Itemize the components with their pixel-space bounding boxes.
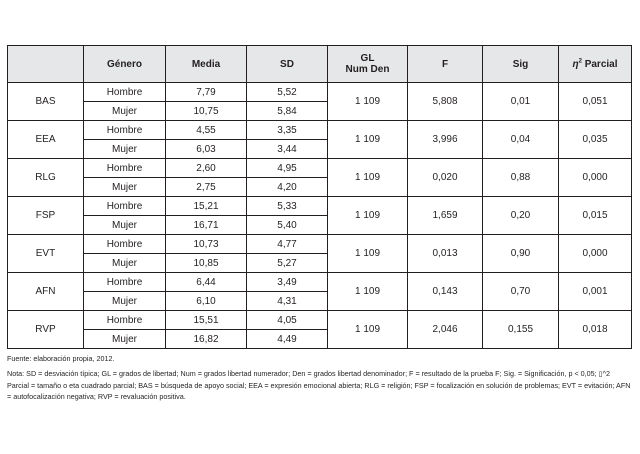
table-row — [8, 121, 632, 140]
genero-cell: Hombre — [84, 311, 166, 330]
header-gl — [328, 46, 408, 83]
sig-cell: 0,01 — [483, 83, 559, 121]
results-table — [7, 45, 632, 349]
eta-cell: 0,015 — [559, 197, 632, 235]
header-blank — [8, 46, 84, 83]
header-row — [8, 46, 632, 83]
gl-cell: 1 109 — [328, 273, 408, 311]
genero-cell: Mujer — [84, 330, 166, 349]
sig-cell: 0,88 — [483, 159, 559, 197]
header-media: Media — [166, 46, 247, 83]
sig-cell: 0,70 — [483, 273, 559, 311]
media-cell: 2,60 — [166, 159, 247, 178]
header-sig: Sig — [483, 46, 559, 83]
footnote: Nota: SD = desviación típica; GL = grados de libertad; Num = grados libertad numerador; Den = grados libertad denominador; F = resultado de la prueba F; Sig. = Significación, p < 0,05; ▯^2 Parcial = tamaño o eta cuadrado parcial; BAS = búsqueda de apoyo social; EEA = expresión emocional abierta; RLG = religión; FSP = focalización en solución de problemas; EVT = evitación; AFN = autofocalización negativa; RVP = revaluación positiva. — [7, 369, 631, 401]
header-gl-bottom: Num Den — [345, 64, 390, 75]
sd-cell: 3,49 — [247, 273, 328, 292]
gl-cell: 1 109 — [328, 235, 408, 273]
media-cell: 6,44 — [166, 273, 247, 292]
media-cell: 15,51 — [166, 311, 247, 330]
f-cell: 1,659 — [408, 197, 483, 235]
sd-cell: 4,95 — [247, 159, 328, 178]
media-cell: 15,21 — [166, 197, 247, 216]
eta-cell: 0,001 — [559, 273, 632, 311]
sig-cell: 0,90 — [483, 235, 559, 273]
genero-cell: Mujer — [84, 140, 166, 159]
sd-cell: 4,31 — [247, 292, 328, 311]
sd-cell: 3,35 — [247, 121, 328, 140]
eta-cell: 0,018 — [559, 311, 632, 349]
table-row — [8, 83, 632, 102]
f-cell: 5,808 — [408, 83, 483, 121]
source-note: Fuente: elaboración propia, 2012. — [7, 354, 115, 363]
table-row — [8, 235, 632, 254]
eta-cell: 0,000 — [559, 235, 632, 273]
genero-cell: Mujer — [84, 292, 166, 311]
header-f: F — [408, 46, 483, 83]
sd-cell: 4,49 — [247, 330, 328, 349]
sd-cell: 3,44 — [247, 140, 328, 159]
sd-cell: 4,77 — [247, 235, 328, 254]
table-row — [8, 311, 632, 330]
genero-cell: Hombre — [84, 197, 166, 216]
eta-superscript: 2 — [578, 58, 582, 65]
media-cell: 2,75 — [166, 178, 247, 197]
gl-cell: 1 109 — [328, 197, 408, 235]
f-cell: 0,143 — [408, 273, 483, 311]
media-cell: 10,75 — [166, 102, 247, 121]
scale-label: AFN — [8, 273, 84, 311]
media-cell: 10,85 — [166, 254, 247, 273]
eta-cell: 0,035 — [559, 121, 632, 159]
header-genero: Género — [84, 46, 166, 83]
sd-cell: 5,52 — [247, 83, 328, 102]
f-cell: 0,013 — [408, 235, 483, 273]
media-cell: 6,10 — [166, 292, 247, 311]
media-cell: 4,55 — [166, 121, 247, 140]
eta-cell: 0,051 — [559, 83, 632, 121]
header-eta — [559, 46, 632, 83]
sd-cell: 5,33 — [247, 197, 328, 216]
genero-cell: Hombre — [84, 235, 166, 254]
f-cell: 2,046 — [408, 311, 483, 349]
gl-cell: 1 109 — [328, 159, 408, 197]
sd-cell: 4,20 — [247, 178, 328, 197]
genero-cell: Hombre — [84, 159, 166, 178]
scale-label: EVT — [8, 235, 84, 273]
sd-cell: 5,40 — [247, 216, 328, 235]
header-gl-top: GL — [360, 53, 375, 64]
media-cell: 16,71 — [166, 216, 247, 235]
scale-label: RVP — [8, 311, 84, 349]
genero-cell: Hombre — [84, 273, 166, 292]
genero-cell: Hombre — [84, 121, 166, 140]
media-cell: 6,03 — [166, 140, 247, 159]
gl-cell: 1 109 — [328, 311, 408, 349]
header-sd: SD — [247, 46, 328, 83]
eta-symbol: η — [572, 58, 579, 70]
media-cell: 7,79 — [166, 83, 247, 102]
table-row — [8, 273, 632, 292]
sig-cell: 0,20 — [483, 197, 559, 235]
gl-cell: 1 109 — [328, 83, 408, 121]
eta-label: Parcial — [581, 58, 618, 70]
scale-label: BAS — [8, 83, 84, 121]
sig-cell: 0,155 — [483, 311, 559, 349]
f-cell: 0,020 — [408, 159, 483, 197]
scale-label: FSP — [8, 197, 84, 235]
sig-cell: 0,04 — [483, 121, 559, 159]
media-cell: 16,82 — [166, 330, 247, 349]
eta-cell: 0,000 — [559, 159, 632, 197]
sd-cell: 5,84 — [247, 102, 328, 121]
table-row — [8, 159, 632, 178]
f-cell: 3,996 — [408, 121, 483, 159]
sd-cell: 4,05 — [247, 311, 328, 330]
gl-cell: 1 109 — [328, 121, 408, 159]
genero-cell: Mujer — [84, 254, 166, 273]
table-row — [8, 197, 632, 216]
media-cell: 10,73 — [166, 235, 247, 254]
genero-cell: Mujer — [84, 178, 166, 197]
genero-cell: Mujer — [84, 102, 166, 121]
genero-cell: Hombre — [84, 83, 166, 102]
genero-cell: Mujer — [84, 216, 166, 235]
scale-label: RLG — [8, 159, 84, 197]
sd-cell: 5,27 — [247, 254, 328, 273]
scale-label: EEA — [8, 121, 84, 159]
